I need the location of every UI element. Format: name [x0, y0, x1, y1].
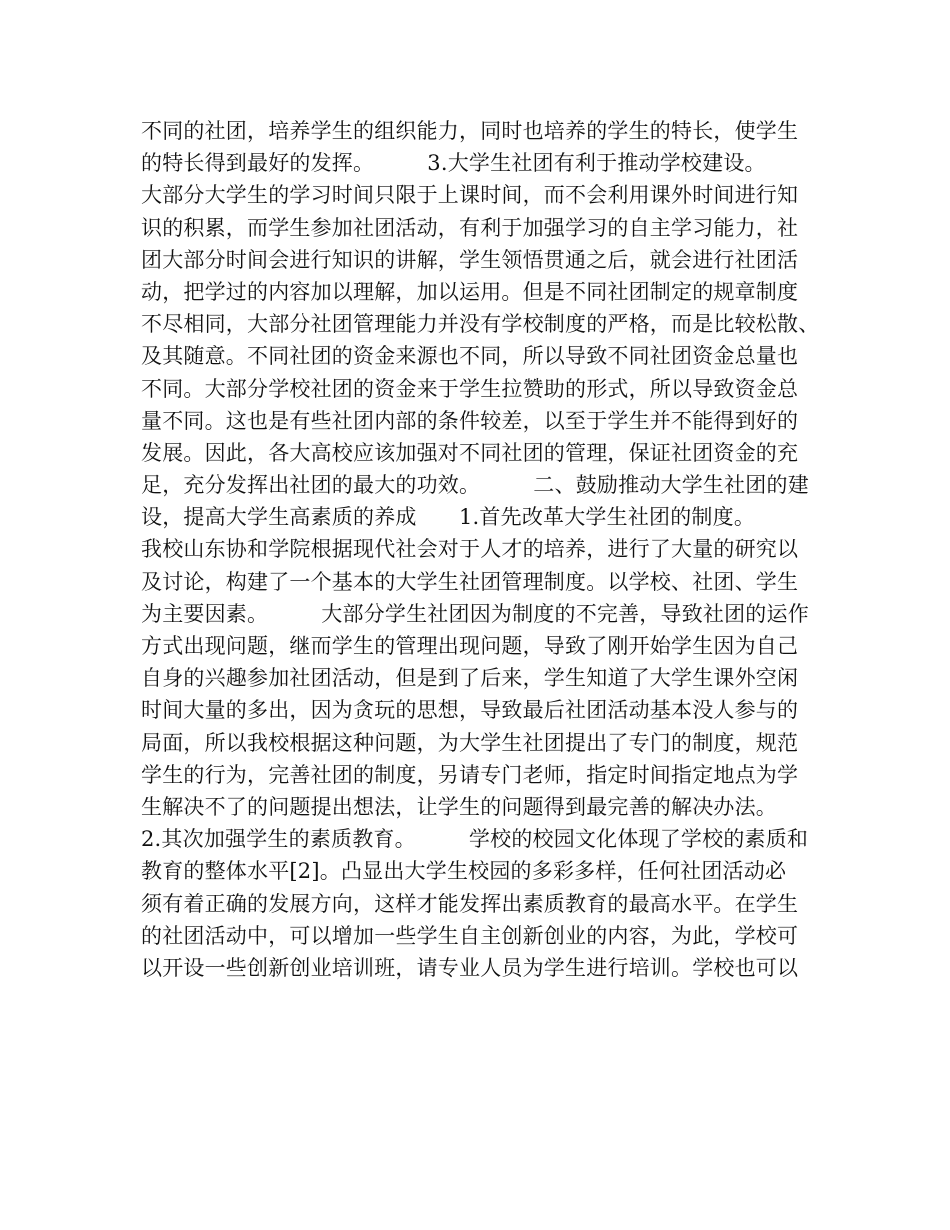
text-line: 识的积累，而学生参加社团活动，有利于加强学习的自主学习能力，社 — [141, 215, 799, 240]
text-line: 大部分大学生的学习时间只限于上课时间，而不会利用课外时间进行知 — [141, 183, 799, 208]
text-line: 量不同。这也是有些社团内部的条件较差，以至于学生并不能得到好的 — [141, 408, 799, 433]
text-line: 及其随意。不同社团的资金来源也不同，所以导致不同社团资金总量也 — [141, 344, 799, 369]
text-line: 以开设一些创新创业培训班，请专业人员为学生进行培训。学校也可以 — [141, 955, 799, 980]
text-line: 发展。因此，各大高校应该加强对不同社团的管理，保证社团资金的充 — [141, 440, 799, 465]
text-line: 须有着正确的发展方向，这样才能发挥出素质教育的最高水平。在学生 — [141, 891, 799, 916]
text-line: 团大部分时间会进行知识的讲解，学生领悟贯通之后，就会进行社团活 — [141, 247, 799, 272]
text-line: 不同。大部分学校社团的资金来于学生拉赞助的形式，所以导致资金总 — [141, 376, 799, 401]
text-line: 的特长得到最好的发挥。 3.大学生社团有利于推动学校建设。 — [141, 151, 766, 176]
text-line: 不同的社团，培养学生的组织能力，同时也培养的学生的特长，使学生 — [141, 119, 799, 143]
text-line: 我校山东协和学院根据现代社会对于人才的培养，进行了大量的研究以 — [141, 537, 799, 562]
text-line: 时间大量的多出，因为贪玩的思想，导致最后社团活动基本没人参与的 — [141, 698, 799, 723]
text-line: 为主要因素。 大部分学生社团因为制度的不完善，导致社团的运作 — [141, 601, 809, 626]
text-line: 的社团活动中，可以增加一些学生自主创新创业的内容，为此，学校可 — [141, 923, 799, 948]
text-line: 生解决不了的问题提出想法，让学生的问题得到最完善的解决办法。 — [141, 794, 777, 819]
body-text — [141, 115, 821, 984]
text-line: 动，把学过的内容加以理解，加以运用。但是不同社团制定的规章制度 — [141, 279, 799, 304]
text-line: 学生的行为，完善社团的制度，另请专门老师，指定时间指定地点为学 — [141, 762, 799, 787]
text-line: 足，充分发挥出社团的最大的功效。 二、鼓励推动大学生社团的建 — [141, 473, 809, 498]
text-line: 设，提高大学生高素质的养成 1.首先改革大学生社团的制度。 — [141, 505, 756, 530]
text-line: 教育的整体水平[2]。凸显出大学生校园的多彩多样，任何社团活动必 — [141, 859, 787, 884]
text-line: 方式出现问题，继而学生的管理出现问题，导致了刚开始学生因为自己 — [141, 634, 799, 658]
text-line: 不尽相同，大部分社团管理能力并没有学校制度的严格，而是比较松散、 — [141, 312, 820, 337]
text-line: 自身的兴趣参加社团活动，但是到了后来，学生知道了大学生课外空闲 — [141, 666, 799, 691]
text-line: 局面，所以我校根据这种问题，为大学生社团提出了专门的制度，规范 — [141, 730, 799, 755]
text-line: 及讨论，构建了一个基本的大学生社团管理制度。以学校、社团、学生 — [141, 569, 799, 594]
text-line: 2.其次加强学生的素质教育。 学校的校园文化体现了学校的素质和 — [141, 827, 809, 852]
